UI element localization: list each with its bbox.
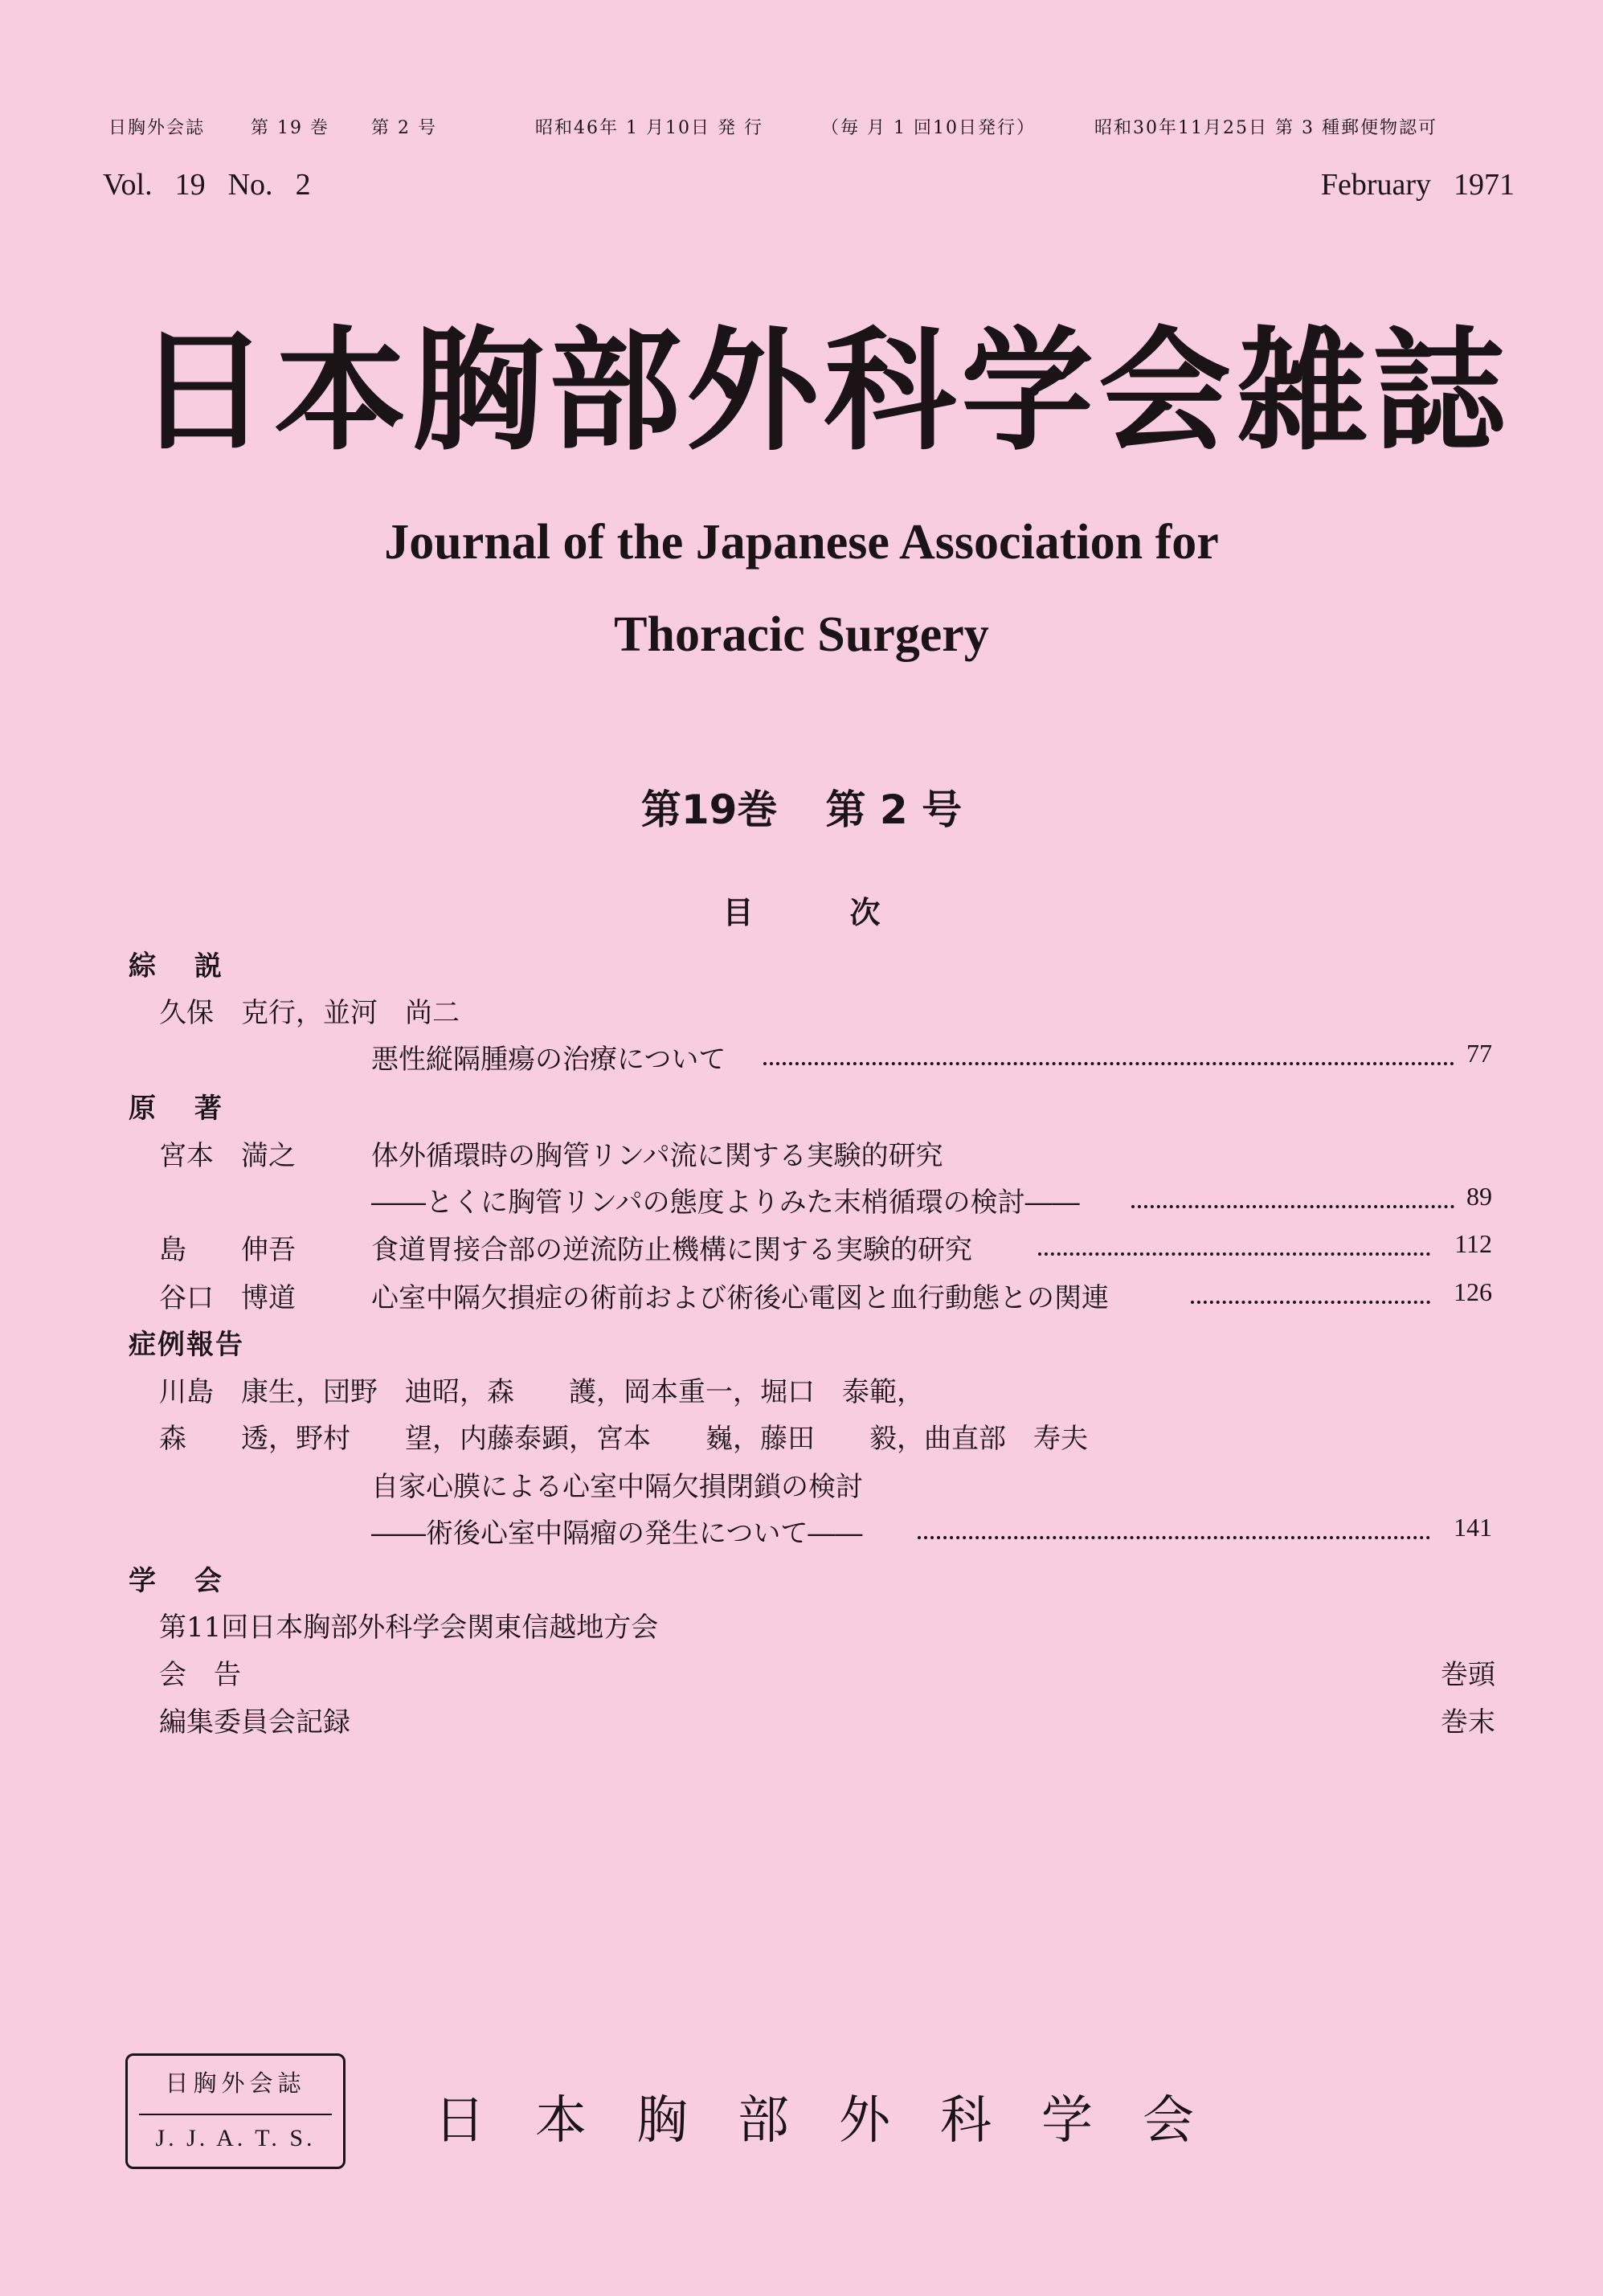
- orig3-title: 心室中隔欠損症の術前および術後心電図と血行動態との関連: [371, 1282, 1109, 1314]
- header-frequency: （毎 月 1 回10日発行）: [821, 118, 1036, 138]
- leader-dots: [1038, 1252, 1430, 1256]
- stamp-divider: [139, 2114, 332, 2115]
- section-society: 学 会: [129, 1565, 236, 1597]
- issue-no: 第 2 号: [825, 786, 963, 833]
- orig2-page: 112: [1454, 1229, 1492, 1258]
- orig2-author: 島 伸吾: [159, 1234, 296, 1266]
- leader-dots: [763, 1062, 1454, 1065]
- leader-dots: [1131, 1205, 1454, 1208]
- notice-label: 会 告: [159, 1659, 241, 1691]
- header-number-jp: 第 2 号: [371, 118, 437, 138]
- issue-month: February: [1320, 168, 1431, 202]
- review-title: 悪性縦隔腫瘍の治療について: [371, 1044, 726, 1076]
- vol-number: 19: [174, 168, 206, 202]
- editorial-location: 巻末: [1441, 1706, 1495, 1738]
- vol-label: Vol.: [103, 168, 153, 202]
- review-page: 77: [1466, 1039, 1492, 1068]
- header-postal-approval: 昭和30年11月25日 第 3 種郵便物認可: [1094, 118, 1437, 138]
- contents-heading-1: 目: [722, 895, 754, 930]
- leader-dots: [1191, 1301, 1430, 1304]
- section-case-report: 症例報告: [129, 1329, 244, 1361]
- issue-number: [0, 778, 1603, 835]
- publisher-name: 日本胸部外科学会: [434, 2091, 1244, 2151]
- orig1-author: 宮本 満之: [159, 1140, 296, 1172]
- issue-year: 1971: [1454, 168, 1515, 202]
- orig1-subtitle: ――とくに胸管リンパの態度よりみた末梢循環の検討――: [371, 1187, 1080, 1219]
- leader-dots: [918, 1536, 1430, 1539]
- contents-heading: [0, 888, 1603, 932]
- case-authors-2: 森 透，野村 望，内藤泰顕，宮本 巍，藤田 毅，曲直部 寿夫: [159, 1423, 1088, 1455]
- case-title: 自家心膜による心室中隔欠損閉鎖の検討: [371, 1471, 863, 1503]
- orig3-page: 126: [1454, 1277, 1492, 1306]
- case-authors-1: 川島 康生，団野 迪昭，森 護，岡本重一，堀口 泰範，: [159, 1376, 924, 1408]
- editorial-label: 編集委員会記録: [159, 1706, 350, 1738]
- orig1-page: 89: [1466, 1182, 1492, 1211]
- journal-title-en-line1: Journal of the Japanese Association for: [384, 515, 1219, 570]
- journal-title-jp: 日本胸部外科学会雑誌: [137, 314, 1511, 468]
- section-original: 原 著: [129, 1093, 236, 1125]
- section-review: 綜 説: [129, 950, 236, 983]
- contents-heading-2: 次: [849, 895, 881, 930]
- no-label: No.: [227, 168, 273, 202]
- journal-title-en-line2: Thoracic Surgery: [614, 607, 989, 662]
- header-volume-jp: 第 19 巻: [251, 118, 329, 138]
- review-authors: 久保 克行，並河 尚二: [159, 997, 460, 1029]
- no-number: 2: [295, 168, 311, 202]
- abbreviation-stamp: [125, 2053, 346, 2169]
- header-pub-date: 昭和46年 1 月10日 発 行: [535, 118, 763, 138]
- orig2-title: 食道胃接合部の逆流防止機構に関する実験的研究: [371, 1234, 972, 1266]
- orig1-title: 体外循環時の胸管リンパ流に関する実験的研究: [371, 1140, 943, 1172]
- notice-location: 巻頭: [1441, 1659, 1495, 1691]
- issue-date: [1298, 167, 1515, 202]
- stamp-jp: 日胸外会誌: [165, 2069, 306, 2097]
- case-page: 141: [1454, 1513, 1492, 1542]
- stamp-en: J. J. A. T. S.: [155, 2125, 316, 2151]
- volume-line: [103, 167, 333, 202]
- issue-vol: 第19巻: [640, 786, 778, 833]
- case-subtitle: ――術後心室中隔瘤の発生について――: [371, 1518, 863, 1550]
- society-item-1: 第11回日本胸部外科学会関東信越地方会: [159, 1612, 659, 1644]
- header-journal-abbr: 日胸外会誌: [108, 118, 206, 138]
- orig3-author: 谷口 博道: [159, 1282, 296, 1314]
